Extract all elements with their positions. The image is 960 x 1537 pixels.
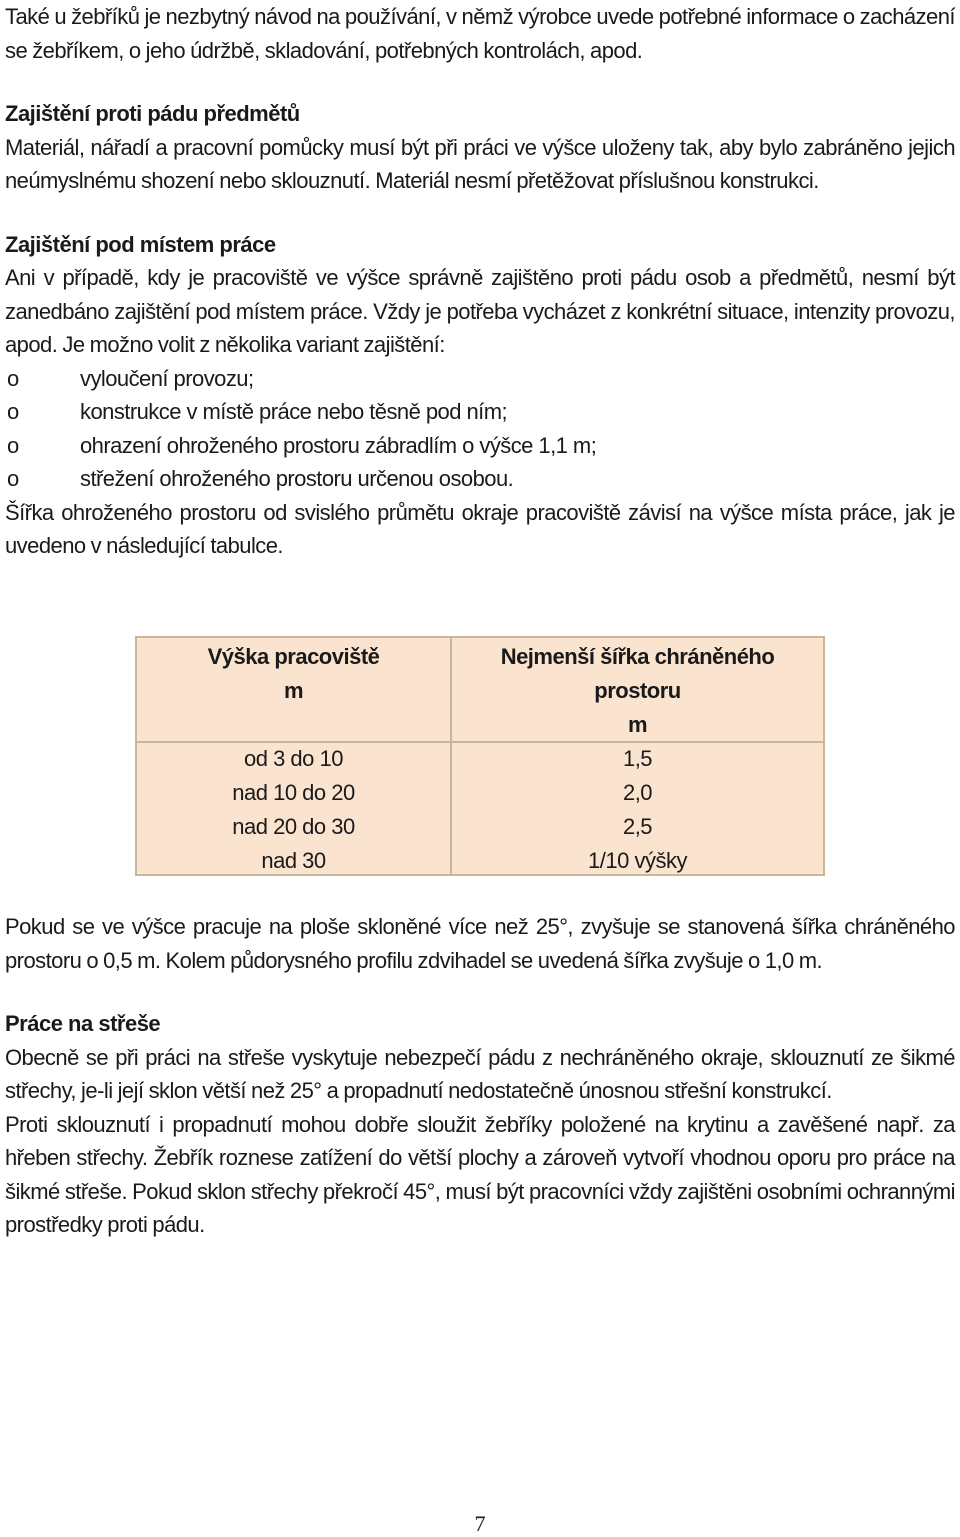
header-unit: m [283,678,304,703]
roof-paragraph-2: Proti sklouznutí i propadnutí mohou dobře sloužit žebříky položené na krytinu a zavěšené např. za hřeben střechy. Žebřík roznese zatížení do větší plochy a zároveň vytvoří vhodnou oporu pro práce na šikmé střeše. Pokud sklon střechy překročí 45°, musí být pracovníci vždy zajištěni osobními ochrannými prostředky proti pádu. [5,1111,955,1237]
below-workplace-paragraph: Ani v případě, kdy je pracoviště ve výšce správně zajištěno proti pádu osob a předmětů, nesmí být zanedbáno zajištění pod místem práce. Vždy je potřeba vycházet z konkrétní situace, intenzity provozu, apod. Je možno volit z několika variant zajištění: [5,265,955,357]
document-page [5,0,955,563]
list-item [5,362,955,396]
bullet-symbol: o [7,399,19,424]
intro-paragraph: Také u žebříků je nezbytný návod na používání, v němž výrobce uvede potřebné informace o zacházení se žebříkem, o jeho údržbě, skladování, potřebných kontrolách, apod. [5,4,955,63]
protection-options-list [5,362,955,496]
table-header-width [452,640,823,742]
page-number: 7 [474,1511,486,1536]
table-column-widths [452,742,823,878]
table-cell-width: 1/10 výšky [588,848,687,873]
list-item-text: ohrazení ohroženého prostoru zábradlím o výšce 1,1 m; [80,432,597,458]
bullet-symbol: o [7,365,19,391]
header-label: prostoru [594,678,681,703]
table-cell-height: nad 20 do 30 [232,814,355,839]
bullet-symbol: o [7,466,19,491]
spacer [5,198,955,228]
heading-falling-objects: Zajištění proti pádu předmětů [5,101,300,126]
header-label: Výška pracoviště [207,644,380,669]
list-item [5,395,955,429]
document-page-lower [5,910,955,1242]
bullet-symbol: o [7,432,19,458]
slope-paragraph: Pokud se ve výšce pracuje na ploše skloněné více než 25°, zvyšuje se stanovená šířka chráněného prostoru o 0,5 m. Kolem půdorysného profilu zdvihadel se uvedená šířka zvyšuje o 1,0 m. [5,914,955,973]
width-table [135,636,825,876]
table-column-heights [137,742,450,878]
list-item [5,429,955,463]
roof-paragraph-1: Obecně se při práci na střeše vyskytuje nebezpečí pádu z nechráněného okraje, sklouznutí ze šikmé střechy, je-li její sklon větší než 25° a propadnutí nedostatečně únosnou střešní konstrukcí. [5,1044,955,1103]
table-header-height [137,640,450,708]
spacer [5,977,955,1007]
header-label: Nejmenší šířka chráněného [500,644,775,669]
spacer [5,67,955,97]
list-item [5,462,955,496]
table-cell-width: 1,5 [622,746,653,771]
table-cell-height: od 3 do 10 [244,746,343,771]
falling-objects-paragraph: Materiál, nářadí a pracovní pomůcky musí být při práci ve výšce uloženy tak, aby bylo zabráněno jejich neúmyslnému shození nebo sklouznutí. Materiál nesmí přetěžovat příslušnou konstrukci. [5,134,955,193]
table-intro-paragraph: Šířka ohroženého prostoru od svislého průmětu okraje pracoviště závisí na výšce místa práce, jak je uvedeno v následující tabulce. [5,499,955,558]
heading-below-workplace: Zajištění pod místem práce [5,231,276,257]
table-cell-width: 2,5 [622,814,653,839]
list-item-text: konstrukce v místě práce nebo těsně pod ním; [80,399,508,424]
heading-roof-work: Práce na střeše [5,1011,161,1036]
list-item-text: vyloučení provozu; [80,365,254,391]
list-item-text: střežení ohroženého prostoru určenou osobou. [80,466,514,491]
header-unit: m [627,712,648,737]
table-cell-width: 2,0 [622,780,653,805]
table-cell-height: nad 30 [261,848,326,873]
table-cell-height: nad 10 do 20 [232,780,355,805]
